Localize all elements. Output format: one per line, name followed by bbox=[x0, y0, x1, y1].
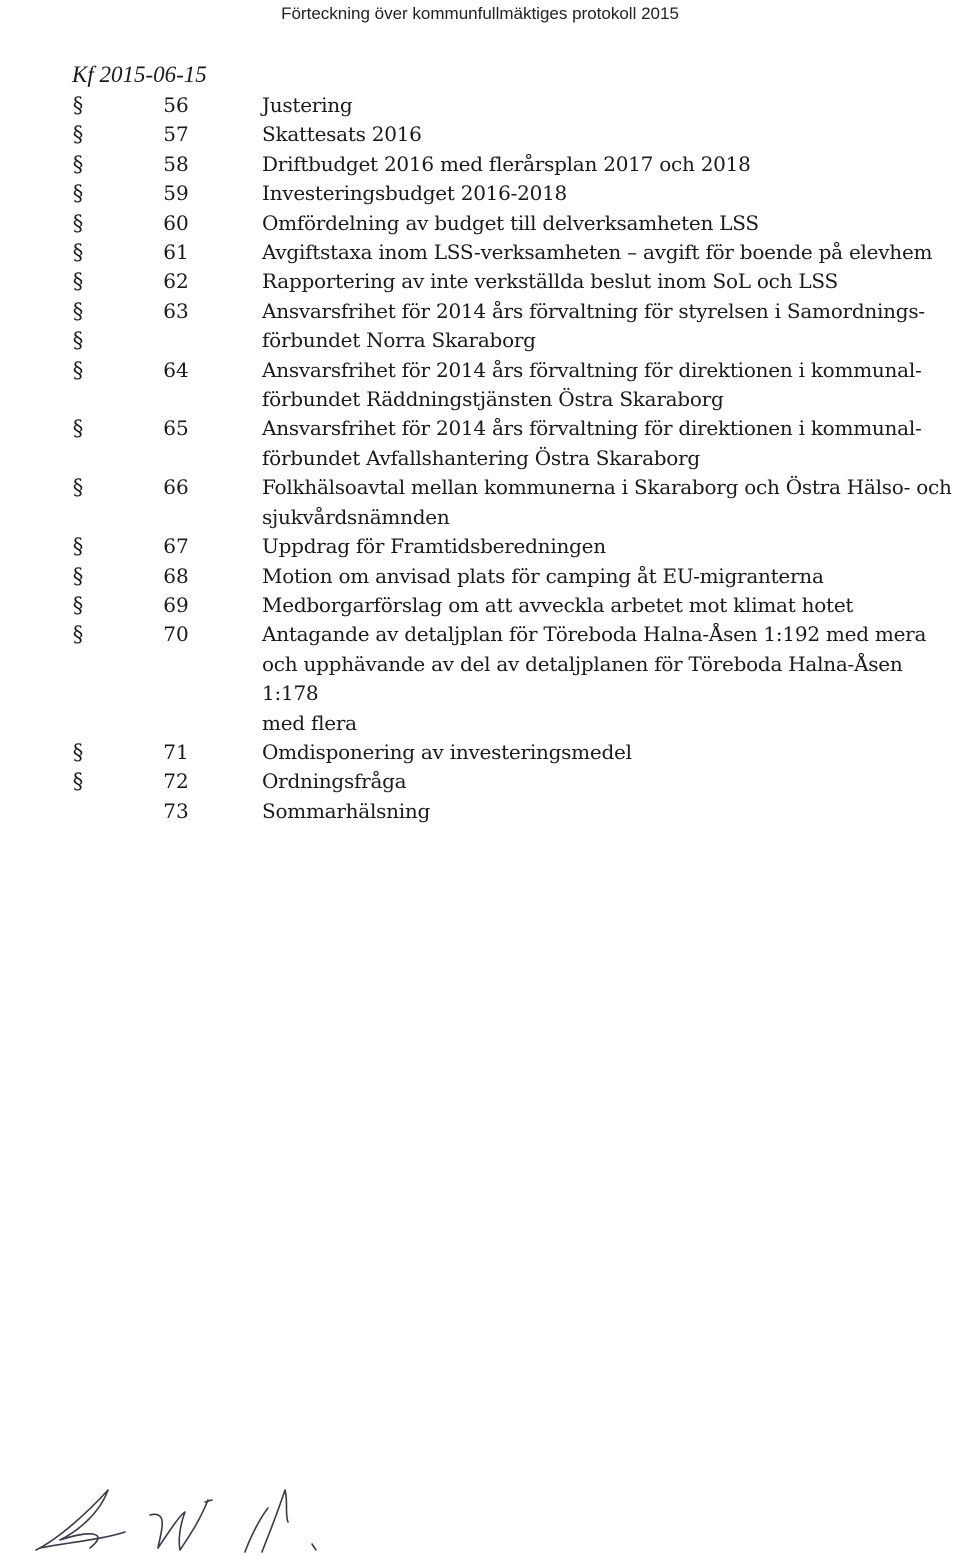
signature-stroke bbox=[312, 1544, 316, 1550]
handwritten-initials-icon bbox=[30, 1460, 390, 1555]
item-title: Ansvarsfrihet för 2014 års förvaltning för direktionen i kommunal- förbundet Avfallshantering Östra Skaraborg bbox=[262, 416, 922, 470]
section-number: 63 bbox=[163, 298, 189, 323]
section-mark: § bbox=[72, 534, 84, 559]
section-number: 60 bbox=[163, 210, 189, 235]
item-title: Driftbudget 2016 med flerårsplan 2017 och 2018 bbox=[262, 151, 751, 176]
section-number: 72 bbox=[163, 769, 189, 794]
signature-stroke bbox=[150, 1500, 208, 1550]
section-number: 61 bbox=[163, 240, 189, 265]
item-title: Ordningsfråga bbox=[262, 769, 407, 794]
section-mark: § bbox=[72, 563, 84, 588]
section-mark: § bbox=[72, 93, 84, 117]
item-title: Skattesats 2016 bbox=[262, 122, 422, 147]
agenda-item bbox=[0, 532, 960, 561]
section-number: 56 bbox=[163, 93, 189, 117]
agenda-item bbox=[0, 238, 960, 267]
section-mark: § bbox=[72, 151, 84, 176]
section-mark: § bbox=[72, 357, 84, 382]
agenda-item bbox=[0, 591, 960, 620]
signature-stroke bbox=[36, 1490, 108, 1550]
page-header: Förteckning över kommunfullmäktiges protokoll 2015 bbox=[281, 4, 679, 23]
section-mark: § bbox=[72, 622, 84, 647]
section-number: 69 bbox=[163, 592, 189, 617]
agenda-item bbox=[0, 738, 960, 767]
section-number: 57 bbox=[163, 122, 189, 147]
item-title: Rapportering av inte verkställda beslut inom SoL och LSS bbox=[262, 269, 838, 294]
section-mark: § bbox=[72, 328, 84, 353]
item-title: Motion om anvisad plats för camping åt EU-migranterna bbox=[262, 563, 824, 588]
item-title: Folkhälsoavtal mellan kommunerna i Skaraborg och Östra Hälso- och sjukvårdsnämnden bbox=[262, 475, 952, 529]
agenda-item bbox=[0, 620, 960, 738]
item-title: Antagande av detaljplan för Töreboda Halna-Åsen 1:192 med mera och upphävande av del av detaljplanen för Töreboda Halna-Åsen 1:178 med flera bbox=[262, 622, 927, 735]
agenda-item bbox=[0, 297, 960, 326]
signature-stroke bbox=[205, 1500, 212, 1502]
section-number: 59 bbox=[163, 181, 189, 206]
section-mark: § bbox=[72, 739, 84, 764]
agenda-item bbox=[0, 91, 960, 120]
section-mark: § bbox=[72, 298, 84, 323]
section-mark: § bbox=[72, 181, 84, 206]
signature-stroke bbox=[262, 1490, 288, 1552]
section-number: 58 bbox=[163, 151, 189, 176]
section-mark: § bbox=[72, 269, 84, 294]
section-number: 73 bbox=[163, 798, 189, 823]
item-title: Medborgarförslag om att avveckla arbetet mot klimat hotet bbox=[262, 592, 854, 617]
section-number: 70 bbox=[163, 622, 189, 647]
item-title: Sommarhälsning bbox=[262, 798, 431, 823]
section-number: 64 bbox=[163, 357, 189, 382]
item-title: förbundet Norra Skaraborg bbox=[262, 328, 536, 353]
section-number: 65 bbox=[163, 416, 189, 441]
agenda-item bbox=[0, 267, 960, 296]
item-title: Justering bbox=[262, 93, 353, 117]
agenda-item bbox=[0, 326, 960, 355]
agenda-item bbox=[0, 150, 960, 179]
agenda-item bbox=[0, 120, 960, 149]
item-title: Ansvarsfrihet för 2014 års förvaltning för styrelsen i Samordnings- bbox=[262, 298, 925, 323]
agenda-item bbox=[0, 473, 960, 532]
agenda-item bbox=[0, 414, 960, 473]
section-number: 67 bbox=[163, 534, 189, 559]
item-title: Uppdrag för Framtidsberedningen bbox=[262, 534, 606, 559]
agenda-item bbox=[0, 356, 960, 415]
item-title: Avgiftstaxa inom LSS-verksamheten – avgift för boende på elevhem bbox=[262, 240, 933, 265]
agenda-list bbox=[0, 91, 960, 826]
item-title: Investeringsbudget 2016-2018 bbox=[262, 181, 568, 206]
agenda-item bbox=[0, 209, 960, 238]
section-number: 68 bbox=[163, 563, 189, 588]
section-mark: § bbox=[72, 416, 84, 441]
item-title: Ansvarsfrihet för 2014 års förvaltning för direktionen i kommunal- förbundet Räddningstjänsten Östra Skaraborg bbox=[262, 357, 922, 412]
section-number: 66 bbox=[163, 475, 189, 500]
agenda-item bbox=[0, 179, 960, 208]
section-mark: § bbox=[72, 240, 84, 265]
item-title: Omdisponering av investeringsmedel bbox=[262, 739, 632, 764]
section-number: 62 bbox=[163, 269, 189, 294]
section-number: 71 bbox=[163, 739, 189, 764]
agenda-item bbox=[0, 797, 960, 826]
meeting-date-heading: Kf 2015-06-15 bbox=[72, 62, 207, 87]
item-title: Omfördelning av budget till delverksamheten LSS bbox=[262, 210, 759, 235]
agenda-item bbox=[0, 562, 960, 591]
section-mark: § bbox=[72, 210, 84, 235]
section-mark: § bbox=[72, 592, 84, 617]
section-mark: § bbox=[72, 122, 84, 147]
agenda-item bbox=[0, 767, 960, 796]
section-mark: § bbox=[72, 475, 84, 500]
section-mark: § bbox=[72, 769, 84, 794]
